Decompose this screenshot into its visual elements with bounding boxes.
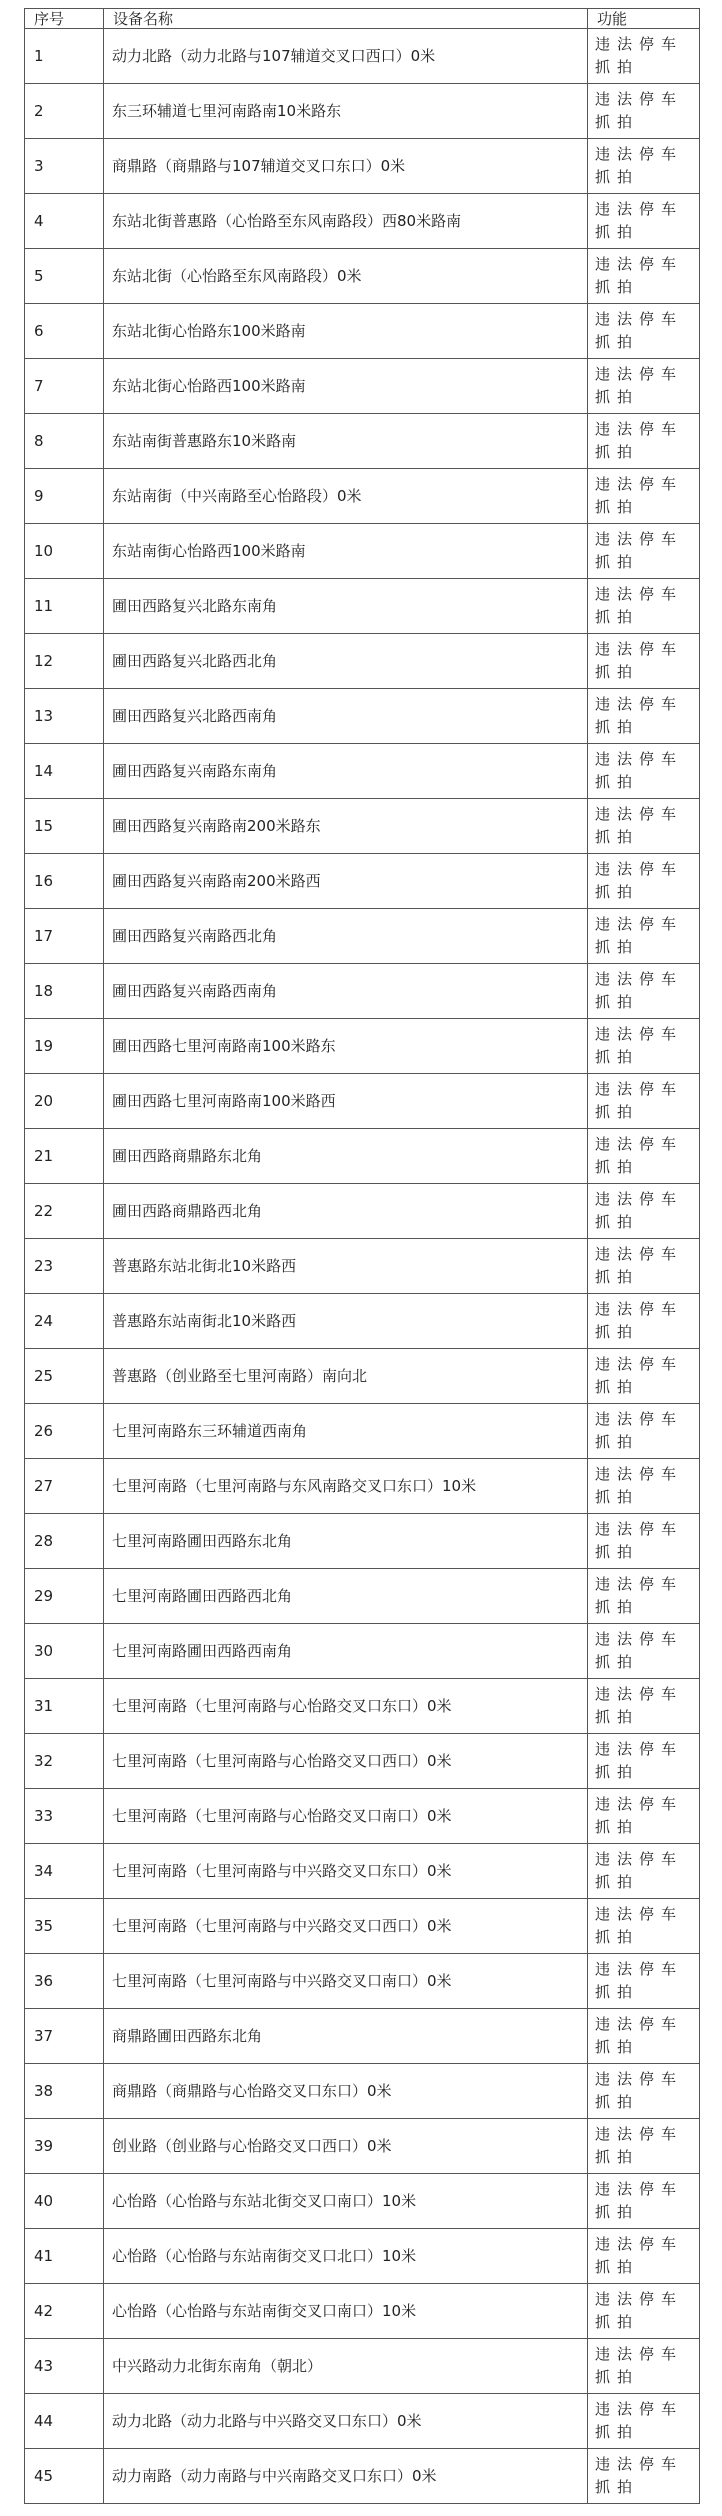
row-device-name: 普惠路东站北街北10米路西 bbox=[104, 1239, 588, 1294]
table-row bbox=[25, 359, 700, 414]
row-device-name: 圃田西路商鼎路东北角 bbox=[104, 1129, 588, 1184]
table-row bbox=[25, 1734, 700, 1789]
row-index: 6 bbox=[25, 304, 104, 359]
table-row bbox=[25, 2064, 700, 2119]
row-index: 5 bbox=[25, 249, 104, 304]
table-row bbox=[25, 1624, 700, 1679]
row-function: 违法停车抓拍 bbox=[588, 579, 700, 634]
row-index: 20 bbox=[25, 1074, 104, 1129]
row-index: 4 bbox=[25, 194, 104, 249]
row-device-name: 商鼎路（商鼎路与107辅道交叉口东口）0米 bbox=[104, 139, 588, 194]
row-function: 违法停车抓拍 bbox=[588, 854, 700, 909]
table-row bbox=[25, 1019, 700, 1074]
row-index: 35 bbox=[25, 1899, 104, 1954]
row-index: 19 bbox=[25, 1019, 104, 1074]
row-index: 38 bbox=[25, 2064, 104, 2119]
row-device-name: 圃田西路复兴南路西南角 bbox=[104, 964, 588, 1019]
row-function: 违法停车抓拍 bbox=[588, 2009, 700, 2064]
row-device-name: 心怡路（心怡路与东站南街交叉口南口）10米 bbox=[104, 2284, 588, 2339]
row-device-name: 动力北路（动力北路与中兴路交叉口东口）0米 bbox=[104, 2394, 588, 2449]
table-row bbox=[25, 2119, 700, 2174]
row-function: 违法停车抓拍 bbox=[588, 1899, 700, 1954]
row-device-name: 七里河南路圃田西路西北角 bbox=[104, 1569, 588, 1624]
row-device-name: 动力北路（动力北路与107辅道交叉口西口）0米 bbox=[104, 29, 588, 84]
header-index: 序号 bbox=[25, 9, 104, 29]
row-index: 22 bbox=[25, 1184, 104, 1239]
table-row bbox=[25, 2009, 700, 2064]
table-row bbox=[25, 524, 700, 579]
table-row bbox=[25, 2449, 700, 2504]
row-index: 21 bbox=[25, 1129, 104, 1184]
table-row bbox=[25, 1184, 700, 1239]
row-index: 25 bbox=[25, 1349, 104, 1404]
row-index: 3 bbox=[25, 139, 104, 194]
table-row bbox=[25, 1679, 700, 1734]
row-index: 14 bbox=[25, 744, 104, 799]
row-index: 37 bbox=[25, 2009, 104, 2064]
row-function: 违法停车抓拍 bbox=[588, 469, 700, 524]
row-device-name: 普惠路东站南街北10米路西 bbox=[104, 1294, 588, 1349]
table-row bbox=[25, 2339, 700, 2394]
row-device-name: 东三环辅道七里河南路南10米路东 bbox=[104, 84, 588, 139]
row-index: 8 bbox=[25, 414, 104, 469]
row-function: 违法停车抓拍 bbox=[588, 1569, 700, 1624]
table-row bbox=[25, 2229, 700, 2284]
row-index: 16 bbox=[25, 854, 104, 909]
row-device-name: 心怡路（心怡路与东站北街交叉口南口）10米 bbox=[104, 2174, 588, 2229]
table-row bbox=[25, 1129, 700, 1184]
row-function: 违法停车抓拍 bbox=[588, 964, 700, 1019]
row-device-name: 圃田西路复兴南路南200米路西 bbox=[104, 854, 588, 909]
table-row bbox=[25, 1789, 700, 1844]
row-index: 44 bbox=[25, 2394, 104, 2449]
row-function: 违法停车抓拍 bbox=[588, 2449, 700, 2504]
row-device-name: 七里河南路圃田西路西南角 bbox=[104, 1624, 588, 1679]
table-row bbox=[25, 469, 700, 524]
row-function: 违法停车抓拍 bbox=[588, 2284, 700, 2339]
row-device-name: 动力南路（动力南路与中兴南路交叉口东口）0米 bbox=[104, 2449, 588, 2504]
row-device-name: 圃田西路复兴南路东南角 bbox=[104, 744, 588, 799]
row-function: 违法停车抓拍 bbox=[588, 2174, 700, 2229]
table-row bbox=[25, 1514, 700, 1569]
table-row bbox=[25, 194, 700, 249]
table-row bbox=[25, 1294, 700, 1349]
row-function: 违法停车抓拍 bbox=[588, 29, 700, 84]
row-index: 10 bbox=[25, 524, 104, 579]
row-index: 1 bbox=[25, 29, 104, 84]
row-function: 违法停车抓拍 bbox=[588, 1239, 700, 1294]
table-row bbox=[25, 1239, 700, 1294]
row-index: 17 bbox=[25, 909, 104, 964]
header-device-name: 设备名称 bbox=[104, 9, 588, 29]
table-row bbox=[25, 689, 700, 744]
table-row bbox=[25, 139, 700, 194]
row-device-name: 心怡路（心怡路与东站南街交叉口北口）10米 bbox=[104, 2229, 588, 2284]
table-row bbox=[25, 1459, 700, 1514]
header-row bbox=[25, 9, 700, 29]
row-function: 违法停车抓拍 bbox=[588, 1514, 700, 1569]
row-index: 27 bbox=[25, 1459, 104, 1514]
table-row bbox=[25, 1404, 700, 1459]
row-function: 违法停车抓拍 bbox=[588, 1734, 700, 1789]
row-device-name: 东站南街（中兴南路至心怡路段）0米 bbox=[104, 469, 588, 524]
row-device-name: 七里河南路（七里河南路与心怡路交叉口西口）0米 bbox=[104, 1734, 588, 1789]
table-row bbox=[25, 1954, 700, 2009]
row-device-name: 圃田西路复兴南路西北角 bbox=[104, 909, 588, 964]
row-index: 2 bbox=[25, 84, 104, 139]
row-device-name: 创业路（创业路与心怡路交叉口西口）0米 bbox=[104, 2119, 588, 2174]
row-index: 41 bbox=[25, 2229, 104, 2284]
header-function: 功能 bbox=[588, 9, 700, 29]
row-index: 30 bbox=[25, 1624, 104, 1679]
row-function: 违法停车抓拍 bbox=[588, 1679, 700, 1734]
table-row bbox=[25, 2284, 700, 2339]
row-function: 违法停车抓拍 bbox=[588, 249, 700, 304]
row-index: 23 bbox=[25, 1239, 104, 1294]
row-function: 违法停车抓拍 bbox=[588, 1624, 700, 1679]
table-header bbox=[25, 9, 700, 29]
row-function: 违法停车抓拍 bbox=[588, 304, 700, 359]
row-device-name: 普惠路（创业路至七里河南路）南向北 bbox=[104, 1349, 588, 1404]
row-index: 34 bbox=[25, 1844, 104, 1899]
table-row bbox=[25, 579, 700, 634]
row-function: 违法停车抓拍 bbox=[588, 2119, 700, 2174]
row-device-name: 七里河南路（七里河南路与中兴路交叉口西口）0米 bbox=[104, 1899, 588, 1954]
row-index: 11 bbox=[25, 579, 104, 634]
row-function: 违法停车抓拍 bbox=[588, 2229, 700, 2284]
row-function: 违法停车抓拍 bbox=[588, 1459, 700, 1514]
table-row bbox=[25, 909, 700, 964]
row-device-name: 圃田西路七里河南路南100米路东 bbox=[104, 1019, 588, 1074]
row-function: 违法停车抓拍 bbox=[588, 1074, 700, 1129]
row-device-name: 圃田西路复兴北路东南角 bbox=[104, 579, 588, 634]
row-index: 12 bbox=[25, 634, 104, 689]
row-function: 违法停车抓拍 bbox=[588, 1019, 700, 1074]
table-row bbox=[25, 414, 700, 469]
row-device-name: 七里河南路（七里河南路与心怡路交叉口南口）0米 bbox=[104, 1789, 588, 1844]
row-function: 违法停车抓拍 bbox=[588, 1129, 700, 1184]
row-index: 13 bbox=[25, 689, 104, 744]
row-function: 违法停车抓拍 bbox=[588, 2394, 700, 2449]
table-row bbox=[25, 634, 700, 689]
row-device-name: 东站北街心怡路西100米路南 bbox=[104, 359, 588, 414]
row-device-name: 商鼎路圃田西路东北角 bbox=[104, 2009, 588, 2064]
row-function: 违法停车抓拍 bbox=[588, 1844, 700, 1899]
row-index: 18 bbox=[25, 964, 104, 1019]
table-body bbox=[25, 29, 700, 2504]
row-function: 违法停车抓拍 bbox=[588, 1349, 700, 1404]
row-index: 31 bbox=[25, 1679, 104, 1734]
row-function: 违法停车抓拍 bbox=[588, 194, 700, 249]
table-row bbox=[25, 1074, 700, 1129]
row-index: 33 bbox=[25, 1789, 104, 1844]
row-index: 40 bbox=[25, 2174, 104, 2229]
row-function: 违法停车抓拍 bbox=[588, 359, 700, 414]
row-device-name: 圃田西路商鼎路西北角 bbox=[104, 1184, 588, 1239]
row-function: 违法停车抓拍 bbox=[588, 1954, 700, 2009]
table-row bbox=[25, 1899, 700, 1954]
row-device-name: 圃田西路复兴北路西北角 bbox=[104, 634, 588, 689]
row-device-name: 七里河南路（七里河南路与东风南路交叉口东口）10米 bbox=[104, 1459, 588, 1514]
row-index: 45 bbox=[25, 2449, 104, 2504]
row-device-name: 东站南街普惠路东10米路南 bbox=[104, 414, 588, 469]
row-device-name: 圃田西路七里河南路南100米路西 bbox=[104, 1074, 588, 1129]
row-function: 违法停车抓拍 bbox=[588, 139, 700, 194]
row-index: 43 bbox=[25, 2339, 104, 2394]
row-index: 26 bbox=[25, 1404, 104, 1459]
row-index: 42 bbox=[25, 2284, 104, 2339]
row-device-name: 七里河南路圃田西路东北角 bbox=[104, 1514, 588, 1569]
row-device-name: 七里河南路（七里河南路与中兴路交叉口南口）0米 bbox=[104, 1954, 588, 2009]
row-index: 29 bbox=[25, 1569, 104, 1624]
row-index: 7 bbox=[25, 359, 104, 414]
table-row bbox=[25, 304, 700, 359]
row-function: 违法停车抓拍 bbox=[588, 84, 700, 139]
row-function: 违法停车抓拍 bbox=[588, 744, 700, 799]
row-device-name: 东站北街心怡路东100米路南 bbox=[104, 304, 588, 359]
row-function: 违法停车抓拍 bbox=[588, 1184, 700, 1239]
row-function: 违法停车抓拍 bbox=[588, 1294, 700, 1349]
row-index: 39 bbox=[25, 2119, 104, 2174]
row-device-name: 东站南街心怡路西100米路南 bbox=[104, 524, 588, 579]
table-row bbox=[25, 84, 700, 139]
row-function: 违法停车抓拍 bbox=[588, 634, 700, 689]
device-table bbox=[24, 8, 700, 2504]
row-device-name: 七里河南路东三环辅道西南角 bbox=[104, 1404, 588, 1459]
row-device-name: 东站北街（心怡路至东风南路段）0米 bbox=[104, 249, 588, 304]
row-device-name: 七里河南路（七里河南路与中兴路交叉口东口）0米 bbox=[104, 1844, 588, 1899]
row-device-name: 中兴路动力北街东南角（朝北） bbox=[104, 2339, 588, 2394]
row-device-name: 东站北街普惠路（心怡路至东风南路段）西80米路南 bbox=[104, 194, 588, 249]
row-index: 24 bbox=[25, 1294, 104, 1349]
row-function: 违法停车抓拍 bbox=[588, 799, 700, 854]
table-row bbox=[25, 1569, 700, 1624]
row-function: 违法停车抓拍 bbox=[588, 524, 700, 579]
row-function: 违法停车抓拍 bbox=[588, 909, 700, 964]
table-row bbox=[25, 2394, 700, 2449]
table-row bbox=[25, 799, 700, 854]
row-function: 违法停车抓拍 bbox=[588, 689, 700, 744]
row-index: 9 bbox=[25, 469, 104, 524]
row-device-name: 七里河南路（七里河南路与心怡路交叉口东口）0米 bbox=[104, 1679, 588, 1734]
row-function: 违法停车抓拍 bbox=[588, 1404, 700, 1459]
row-index: 32 bbox=[25, 1734, 104, 1789]
table-row bbox=[25, 744, 700, 799]
table-row bbox=[25, 1349, 700, 1404]
row-device-name: 圃田西路复兴南路南200米路东 bbox=[104, 799, 588, 854]
row-device-name: 商鼎路（商鼎路与心怡路交叉口东口）0米 bbox=[104, 2064, 588, 2119]
table-row bbox=[25, 964, 700, 1019]
table-row bbox=[25, 854, 700, 909]
row-index: 15 bbox=[25, 799, 104, 854]
table-row bbox=[25, 249, 700, 304]
table-row bbox=[25, 29, 700, 84]
row-function: 违法停车抓拍 bbox=[588, 1789, 700, 1844]
row-function: 违法停车抓拍 bbox=[588, 2064, 700, 2119]
row-device-name: 圃田西路复兴北路西南角 bbox=[104, 689, 588, 744]
row-index: 28 bbox=[25, 1514, 104, 1569]
row-function: 违法停车抓拍 bbox=[588, 2339, 700, 2394]
row-index: 36 bbox=[25, 1954, 104, 2009]
row-function: 违法停车抓拍 bbox=[588, 414, 700, 469]
table-row bbox=[25, 1844, 700, 1899]
table-row bbox=[25, 2174, 700, 2229]
